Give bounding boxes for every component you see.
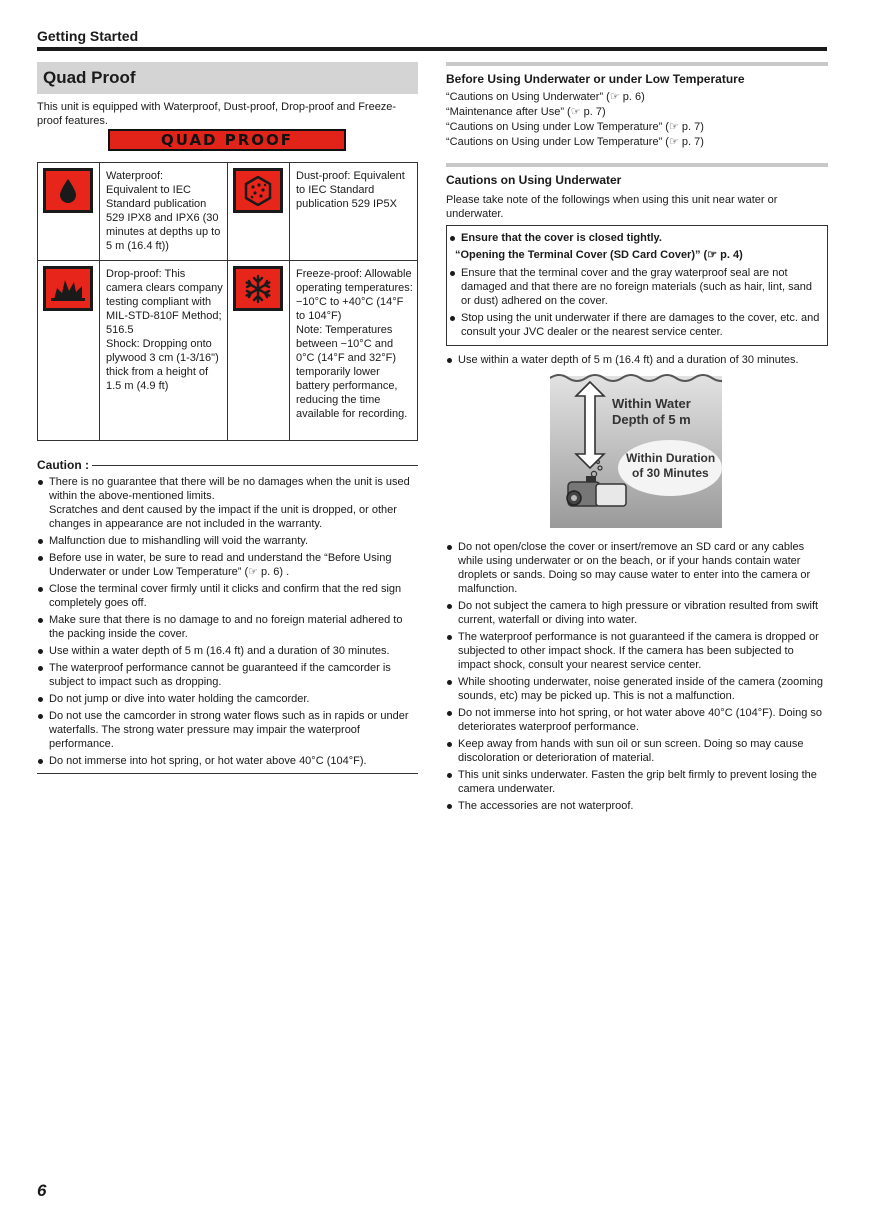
section-rule xyxy=(446,163,828,167)
waterproof-description: Waterproof: Equivalent to IEC Standard publication 529 IPX8 and IPX6 (30 minutes at depths up to 5 m (16.4 ft)) xyxy=(100,163,228,261)
caution-item: Malfunction due to mishandling will void the warranty. xyxy=(37,534,418,548)
page-number: 6 xyxy=(37,1181,47,1200)
illustration-depth-line-1: Within Water xyxy=(612,396,691,411)
caution-item: The waterproof performance cannot be guaranteed if the camcorder is subject to impact such as dropping. xyxy=(37,661,418,689)
right-column xyxy=(446,62,828,816)
dropproof-description: Drop-proof: This camera clears company testing compliant with MIL-STD-810F Method; 516.5 Shock: Dropping onto plywood 3 cm (1-3/16") thick from a height of 1.5 m (4.9 ft) xyxy=(100,261,228,441)
underwater-caution-item: Do not immerse into hot spring, or hot water above 40°C (104°F). Doing so deteriorates waterproof performance. xyxy=(446,706,828,734)
impact-icon xyxy=(43,266,93,311)
cover-check-item: Ensure that the cover is closed tightly. xyxy=(449,231,823,245)
caution-heading xyxy=(37,457,418,473)
depth-limit-item: Use within a water depth of 5 m (16.4 ft) and a duration of 30 minutes. xyxy=(446,353,828,367)
underwater-caution-item: Do not open/close the cover or insert/remove an SD card or any cables while using underwater or on the beach, or if your hands contain water droplets or sands. Doing so may cause water to enter into the camera or malfunction. xyxy=(446,540,828,596)
underwater-caution-item: While shooting underwater, noise generated inside of the camera (zooming sounds, etc) may be picked up. This is not a malfunction. xyxy=(446,675,828,703)
underwater-caution-item: Do not subject the camera to high pressure or vibration resulted from swift current, waterfall or diving into water. xyxy=(446,599,828,627)
underwater-caution-list xyxy=(446,540,828,813)
quad-proof-intro: This unit is equipped with Waterproof, Dust-proof, Drop-proof and Freeze-proof features. xyxy=(37,101,397,127)
reference-link[interactable]: “Cautions on Using Underwater” (☞ p. 6) xyxy=(446,91,645,103)
caution-item: Make sure that there is no damage to and no foreign material adhered to the packing inside the cover. xyxy=(37,613,418,641)
reference-link[interactable]: “Cautions on Using under Low Temperature” (☞ p. 7) xyxy=(446,121,704,133)
cover-check-item: Ensure that the terminal cover and the gray waterproof seal are not damaged and that there are no foreign materials (such as hair, lint, sand or dust) adhered on the cover. xyxy=(449,266,823,308)
underwater-caution-item: This unit sinks underwater. Fasten the grip belt firmly to prevent losing the camera underwater. xyxy=(446,768,828,796)
underwater-caution-item: The waterproof performance is not guaranteed if the camera is dropped or subjected to other impact shock. If the camera has been subjected to impact shock, consult your nearest service center. xyxy=(446,630,828,672)
cautions-underwater-heading: Cautions on Using Underwater xyxy=(446,173,622,187)
caution-item: Close the terminal cover firmly until it clicks and confirm that the red sign completely goes off. xyxy=(37,582,418,610)
cautions-underwater-intro: Please take note of the followings when using this unit near water or underwater. xyxy=(446,194,778,220)
snowflake-icon xyxy=(233,266,283,311)
caution-item: Before use in water, be sure to read and understand the “Before Using Underwater or under Low Temperature” (☞ p. 6) . xyxy=(37,551,418,579)
caution-item: There is no guarantee that there will be no damages when the unit is used within the above-mentioned limits. Scratches and dent caused by the impact if the unit is dropped, or other changes in appearance are not included in the warranty. xyxy=(37,475,418,531)
underwater-caution-item: Keep away from hands with sun oil or sun screen. Doing so may cause discoloration or deterioration of material. xyxy=(446,737,828,765)
underwater-caution-item: The accessories are not waterproof. xyxy=(446,799,828,813)
dust-icon xyxy=(233,168,283,213)
caution-item: Do not jump or dive into water holding the camcorder. xyxy=(37,692,418,706)
features-table xyxy=(37,162,418,441)
section-rule xyxy=(446,62,828,66)
caution-rule xyxy=(92,465,418,466)
dustproof-description: Dust-proof: Equivalent to IEC Standard publication 529 IP5X xyxy=(290,163,418,261)
caution-item: Do not immerse into hot spring, or hot water above 40°C (104°F). xyxy=(37,754,418,768)
reference-list xyxy=(446,90,828,150)
illustration-duration-line-2: of 30 Minutes xyxy=(632,466,709,480)
caution-item: Use within a water depth of 5 m (16.4 ft) and a duration of 30 minutes. xyxy=(37,644,418,658)
water-drop-icon xyxy=(43,168,93,213)
left-column xyxy=(37,62,418,774)
reference-link[interactable]: “Maintenance after Use” (☞ p. 7) xyxy=(446,106,606,118)
caution-item: Do not use the camcorder in strong water flows such as in rapids or under waterfalls. The strong water pressure may impair the waterproof performance. xyxy=(37,709,418,751)
quad-proof-heading: Quad Proof xyxy=(37,62,418,94)
caution-title: Caution : xyxy=(37,458,89,472)
cover-check-item: Stop using the unit underwater if there are damages to the cover, etc. and consult your JVC dealer or the nearest service center. xyxy=(449,311,823,339)
quad-proof-logo: QUAD PROOF xyxy=(108,129,346,151)
freezeproof-description: Freeze-proof: Allowable operating temperatures: −10°C to +40°C (14°F to 104°F) Note: Temperatures between −10°C and 0°C (14°F and 32°F) temporarily lower battery performance, reducing the time available for recording. xyxy=(290,261,418,441)
section-header-title: Getting Started xyxy=(37,28,139,44)
illustration-duration-line-1: Within Duration xyxy=(626,451,716,465)
header-rule xyxy=(37,47,827,51)
caution-list xyxy=(37,475,418,768)
before-using-heading: Before Using Underwater or under Low Temperature xyxy=(446,72,745,86)
caution-end-rule xyxy=(37,773,418,774)
terminal-cover-reference-link[interactable]: “Opening the Terminal Cover (SD Card Cover)” (☞ p. 4) xyxy=(455,249,743,261)
reference-link[interactable]: “Cautions on Using under Low Temperature” (☞ p. 7) xyxy=(446,136,704,148)
illustration-depth-line-2: Depth of 5 m xyxy=(612,412,691,427)
cover-check-box xyxy=(446,225,828,346)
depth-duration-illustration xyxy=(550,372,722,528)
